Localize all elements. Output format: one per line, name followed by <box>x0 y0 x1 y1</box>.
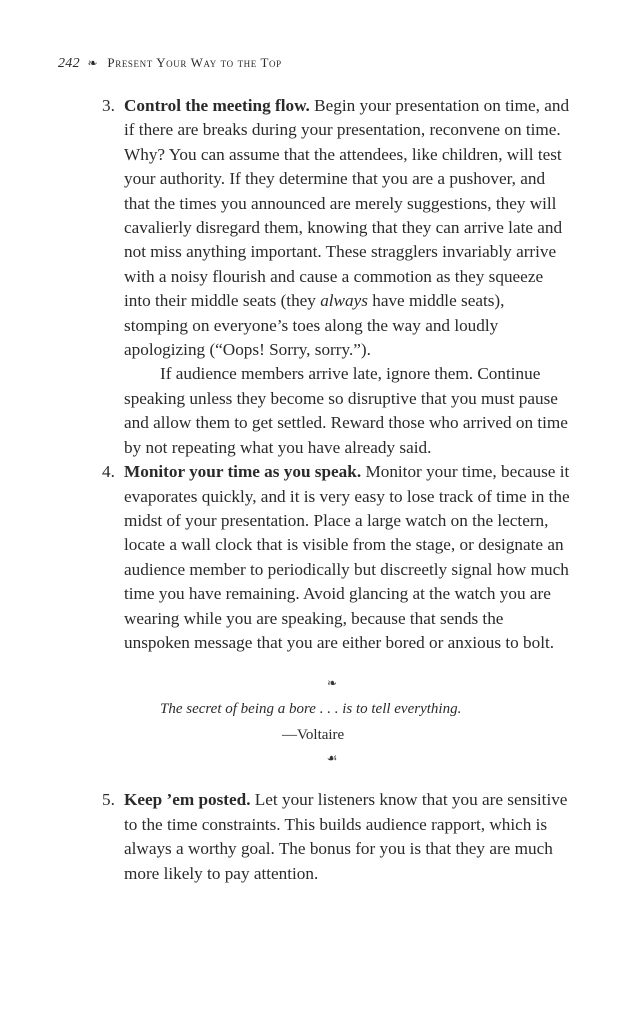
item-emphasis: always <box>320 291 368 311</box>
item-text-continued: have middle seats), stomping on everyone’s toes along the way and loudly apologizing (“Oops! Sorry, sorry.”). <box>124 291 505 360</box>
item-paragraph <box>124 460 572 655</box>
item-paragraph-2: If audience members arrive late, ignore them. Continue speaking unless they become so disruptive that you must pause and allow them to get settled. Reward those who arrived on time by not repeating what you have already said. <box>124 364 568 457</box>
item-lead: Monitor your time as you speak. <box>124 462 362 482</box>
epigraph-attribution: —Voltaire <box>282 727 345 744</box>
page-body <box>102 94 572 886</box>
item-text: Begin your presentation on time, and if there are breaks during your presentation, reconvene on time. Why? You can assume that the attendees, like children, will test your authority. If they determine that you are a pushover, and that the times you announced are merely suggestions, they will cavalierly disregard them, knowing that they can arrive late and not miss anything important. These stragglers invariably arrive with a noisy flourish and cause a commotion as they squeeze into their middle seats (they <box>124 96 570 311</box>
list-item-3 <box>102 94 572 460</box>
item-lead: Control the meeting flow. <box>124 96 310 115</box>
list-item-4 <box>102 460 572 655</box>
running-head <box>58 55 282 72</box>
epigraph-quote: The secret of being a bore . . . is to tell everything. <box>160 701 462 718</box>
list-item-5 <box>102 788 572 886</box>
fleuron-bottom-icon: ☙ <box>326 751 338 766</box>
fleuron-icon: ❧ <box>87 56 98 70</box>
item-number: 3. <box>102 96 115 115</box>
item-number: 5. <box>102 790 115 810</box>
fleuron-top-icon: ❧ <box>326 676 338 691</box>
item-paragraph <box>124 788 572 886</box>
item-paragraph <box>124 94 572 362</box>
item-lead: Keep ’em posted. <box>124 790 251 810</box>
item-text: Monitor your time, because it evaporates quickly, and it is very easy to lose track of time in the midst of your presentation. Place a large watch on the lectern, locate a wall clock that is visible from the stage, or designate an audience member to periodically but discreetly signal how much time you have remaining. Avoid glancing at the watch you are wearing while you are speaking, because that sends the unspoken message that you are either bored or anxious to bolt. <box>124 462 570 652</box>
item-text: Let your listeners know that you are sensitive to the time constraints. This builds audience rapport, which is always a worthy goal. The bonus for you is that they are much more likely to pay attention. <box>124 790 568 883</box>
page-number: 242 <box>58 56 80 71</box>
book-title: Present Your Way to the Top <box>107 55 282 70</box>
item-number: 4. <box>102 462 115 482</box>
